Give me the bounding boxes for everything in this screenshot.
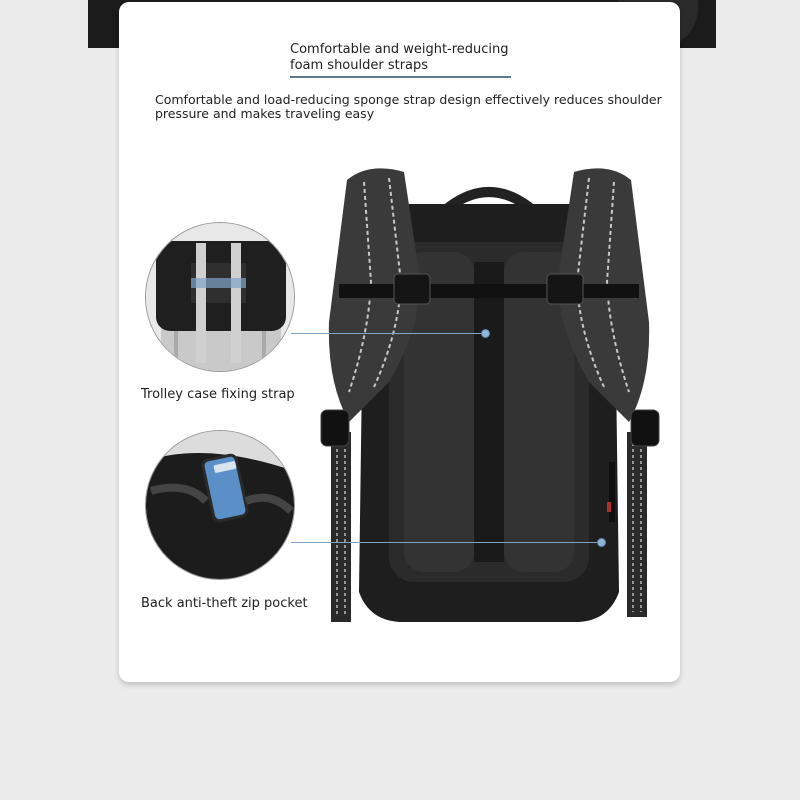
trolley-strap-callout-line [291, 333, 486, 334]
anti-theft-pocket-label: Back anti-theft zip pocket [141, 596, 308, 611]
anti-theft-pocket-detail-image [145, 430, 295, 580]
title-underline [290, 76, 511, 78]
feature-card [119, 2, 680, 682]
feature-description: Comfortable and load-reducing sponge strap design effectively reduces shoulder pressure and makes traveling easy [155, 92, 662, 121]
pocket-callout-dot [597, 538, 606, 547]
feature-title: Comfortable and weight-reducing foam shoulder straps [290, 42, 509, 73]
backpack-image [309, 162, 669, 632]
trolley-strap-detail-image [145, 222, 295, 372]
trolley-strap-label: Trolley case fixing strap [141, 387, 295, 402]
trolley-strap-callout-dot [481, 329, 490, 338]
pocket-callout-line [291, 542, 602, 543]
